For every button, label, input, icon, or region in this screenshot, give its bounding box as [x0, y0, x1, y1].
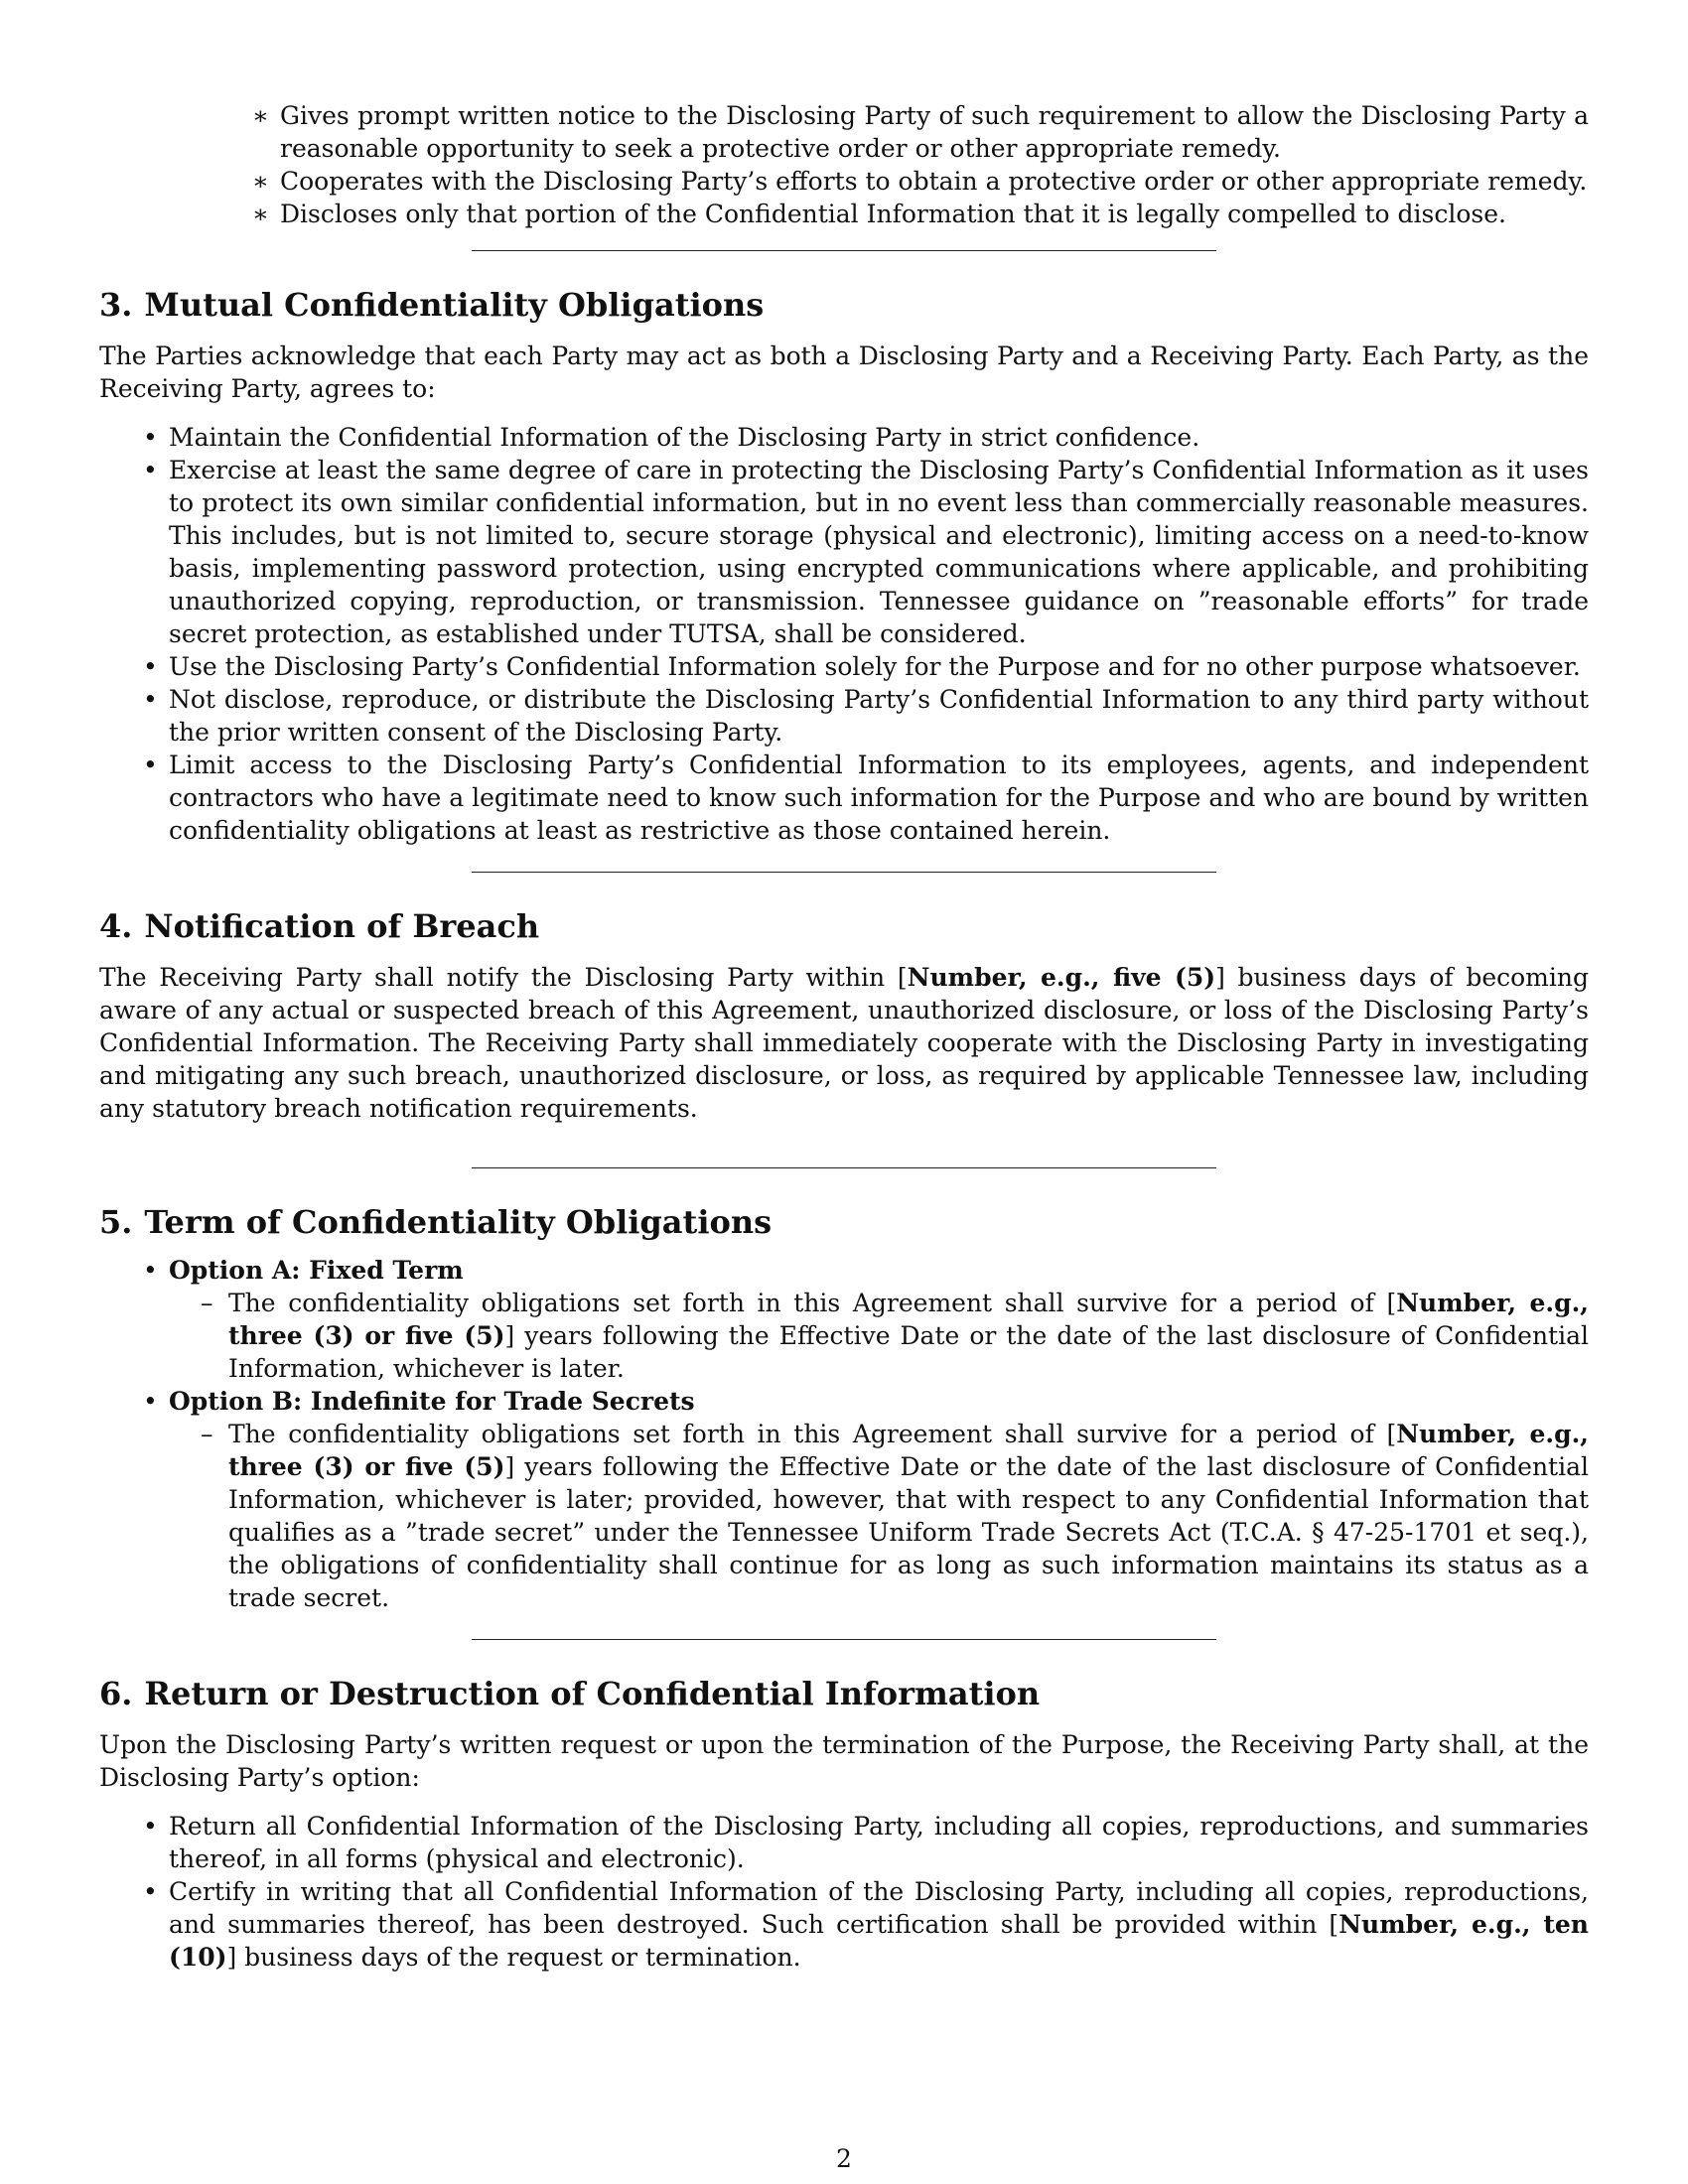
list-item [228, 1287, 1589, 1385]
body-text: Certify in writing that all Confidential Information of the Disclosing Party, including all copies, reproductions, and summaries thereof, has been destroyed. Such certification shall be provided within [ [169, 1877, 1589, 1939]
list-item: • Maintain the Confidential Information of the Disclosing Party in strict confidence. [169, 421, 1589, 454]
list-item [169, 1875, 1589, 1974]
list-item: ∗ Cooperates with the Disclosing Party’s efforts to obtain a protective order or other appropriate remedy. [280, 165, 1589, 198]
placeholder-text: Number, e.g., five (5) [907, 963, 1216, 992]
section-number: 5. [99, 1203, 133, 1241]
option-b [169, 1385, 1589, 1614]
section-4-body [99, 961, 1589, 1125]
body-text: ] years following the Effective Date or the date of the last disclosure of Confidential Information, whichever is later. [228, 1321, 1589, 1383]
section-heading-5 [99, 1202, 1589, 1242]
section-divider [472, 872, 1216, 873]
section-number: 4. [99, 907, 133, 945]
section-title: Return or Destruction of Confidential Information [144, 1675, 1041, 1712]
list-item: ∗ Discloses only that portion of the Confidential Information that it is legally compelled to disclose. [280, 198, 1589, 230]
section-6-list [99, 1810, 1589, 1974]
option-a [169, 1254, 1589, 1385]
carryover-sublist [99, 99, 1589, 230]
document-page [99, 99, 1589, 1974]
option-title: Option B: Indefinite for Trade Secrets [169, 1387, 695, 1416]
section-divider [472, 250, 1216, 251]
section-divider [472, 1639, 1216, 1640]
list-item: • Use the Disclosing Party’s Confidential Information solely for the Purpose and for no other purpose whatsoever. [169, 650, 1589, 683]
list-item: • Exercise at least the same degree of care in protecting the Disclosing Party’s Confidential Information as it uses to protect its own similar confidential information, but in no event less than commercially reasonable measures. This includes, but is not limited to, secure storage (physical and electronic), limiting access on a need-to-know basis, implementing password protection, using encrypted communications where applicable, and prohibiting unauthorized copying, reproduction, or transmission. Tennessee guidance on ”reasonable efforts” for trade secret protection, as established under TUTSA, shall be considered. [169, 454, 1589, 650]
body-text: The confidentiality obligations set forth in this Agreement shall survive for a period of [ [228, 1420, 1397, 1448]
placeholder-text: Number, e.g., ten (10) [169, 1910, 1589, 1972]
body-text: The Receiving Party shall notify the Disclosing Party within [ [99, 963, 908, 992]
list-item: ∗ Gives prompt written notice to the Disclosing Party of such requirement to allow the Disclosing Party a reasonable opportunity to seek a protective order or other appropriate remedy. [280, 99, 1589, 165]
list-item: • Not disclose, reproduce, or distribute the Disclosing Party’s Confidential Information to any third party without the prior written consent of the Disclosing Party. [169, 683, 1589, 749]
section-divider [472, 1167, 1216, 1168]
section-heading-4 [99, 906, 1589, 946]
section-number: 6. [99, 1675, 133, 1712]
body-text: ] business days of the request or termination. [226, 1943, 801, 1972]
placeholder-text: Number, e.g., three (3) or five (5) [228, 1420, 1589, 1481]
body-text: ] business days of becoming aware of any actual or suspected breach of this Agreement, unauthorized disclosure, or loss of the Disclosing Party’s Confidential Information. The Receiving Party shall immediately cooperate with the Disclosing Party in investigating and mitigating any such breach, unauthorized disclosure, or loss, as required by applicable Tennessee law, including any statutory breach notification requirements. [99, 963, 1589, 1123]
option-title: Option A: Fixed Term [169, 1256, 464, 1285]
page-number: 2 [836, 2144, 852, 2173]
section-number: 3. [99, 286, 133, 324]
section-heading-3 [99, 285, 1589, 325]
list-item: • Return all Confidential Information of the Disclosing Party, including all copies, reproductions, and summaries thereof, in all forms (physical and electronic). [169, 1810, 1589, 1875]
section-5-list [99, 1254, 1589, 1614]
list-item: • Limit access to the Disclosing Party’s Confidential Information to its employees, agents, and independent contractors who have a legitimate need to know such information for the Purpose and who are bound by written confidentiality obligations at least as restrictive as those contained herein. [169, 749, 1589, 847]
list-item [228, 1418, 1589, 1614]
option-a-sublist [169, 1287, 1589, 1385]
option-b-sublist [169, 1418, 1589, 1614]
section-title: Term of Confidentiality Obligations [144, 1203, 773, 1241]
section-3-list [99, 421, 1589, 847]
section-3-intro: The Parties acknowledge that each Party may act as both a Disclosing Party and a Receiving Party. Each Party, as the Receiving Party, agrees to: [99, 341, 1589, 403]
section-6-intro: Upon the Disclosing Party’s written request or upon the termination of the Purpose, the Receiving Party shall, at the Disclosing Party’s option: [99, 1730, 1589, 1792]
section-heading-6 [99, 1674, 1589, 1713]
section-title: Notification of Breach [144, 907, 540, 945]
section-title: Mutual Confidentiality Obligations [144, 286, 765, 324]
body-text: ] years following the Effective Date or the date of the last disclosure of Confidential Information, whichever is later; provided, however, that with respect to any Confidential Information that qualifies as a ”trade secret” under the Tennessee Uniform Trade Secrets Act (T.C.A. § 47-25-1701 et seq.), the obligations of confidentiality shall continue for as long as such information maintains its status as a trade secret. [228, 1452, 1589, 1612]
body-text: The confidentiality obligations set forth in this Agreement shall survive for a period of [ [228, 1289, 1397, 1317]
placeholder-text: Number, e.g., three (3) or five (5) [228, 1289, 1589, 1350]
